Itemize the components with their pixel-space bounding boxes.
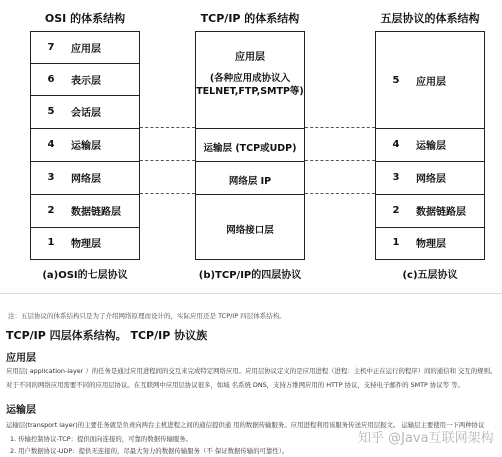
five-layer-name: 网络层: [416, 174, 446, 185]
osi-layer-5: [31, 95, 139, 128]
layer-divider: [196, 194, 304, 195]
connector-osi-tcpip: [140, 193, 195, 194]
layer-divider: [196, 161, 304, 162]
osi-layer-3: [31, 161, 139, 194]
five-layer-number: 3: [392, 172, 400, 183]
five-layer-number: 2: [392, 205, 400, 216]
five-layer-stack: [375, 31, 485, 260]
application-layer-paragraph: 应用层( application-layer ）的任务是通过应用进程间的交互来完成特定网络应用。应用层协议定义的是应用进程（进程：主机中正在运行的程序）间的通信和 交互的规则。: [6, 367, 497, 375]
section-heading: TCP/IP 四层体系结构。 TCP/IP 协议族: [6, 329, 208, 342]
osi-layer-7: [31, 32, 139, 63]
five-layer-name: 应用层: [416, 76, 446, 88]
connector-tcpip-five: [305, 127, 375, 128]
tcpip-network-layer: 网络层 IP: [228, 176, 272, 187]
five-layer-1: [376, 227, 484, 258]
divider: [0, 293, 502, 294]
five-layer-caption: (c)五层协议: [402, 270, 458, 281]
five-layer-number: 5: [392, 74, 400, 86]
tcpip-title: TCP/IP 的体系结构: [200, 12, 300, 25]
osi-layer-name: 网络层: [71, 174, 101, 185]
osi-layer-2: [31, 194, 139, 227]
osi-layer-name: 会话层: [71, 108, 101, 119]
osi-caption: (a)OSI的七层协议: [42, 270, 128, 281]
transport-list-item: 1. 传输控制协议-TCP：提供面向连接的，可靠的数据传输服务。: [10, 435, 193, 443]
five-layer-2: [376, 194, 484, 227]
osi-stack: [30, 31, 140, 260]
five-layer-5: [376, 32, 484, 128]
tcpip-application-detail-2: TELNET,FTP,SMTP等): [196, 86, 304, 97]
watermark: 知乎 @Java互联网架构: [358, 431, 494, 446]
five-layer-title: 五层协议的体系结构: [380, 12, 480, 25]
connector-tcpip-five: [305, 160, 375, 161]
osi-title: OSI 的体系结构: [44, 12, 126, 25]
transport-layer-heading: 运输层: [6, 405, 36, 416]
osi-layer-name: 应用层: [71, 44, 101, 55]
transport-list-item: 2. 用户数据协议-UDP：提供无连接的，尽最大努力的数据传输服务（不 保证数据传输的可靠性）。: [10, 447, 289, 455]
tcpip-application-layer: 应用层: [235, 52, 265, 63]
layer-divider: [196, 128, 304, 129]
tcpip-application-detail-1: (各种应用成协议入: [209, 73, 291, 84]
connector-osi-tcpip: [140, 160, 195, 161]
tcpip-link-layer: 网络接口层: [226, 225, 274, 236]
osi-layer-number: 1: [47, 237, 55, 248]
osi-layer-4: [31, 128, 139, 161]
osi-layer-number: 3: [47, 172, 55, 183]
osi-layer-1: [31, 227, 139, 258]
osi-layer-number: 5: [47, 106, 55, 117]
five-layer-name: 数据链路层: [416, 207, 466, 218]
transport-layer-paragraph: 运输层(transport layer)的主要任务就是负责向两台主机进程之间的通信提供通 用的数据传输服务。应用进程利用该服务传送应用层报文。 运输层主要使用一下两种协议: [6, 421, 485, 429]
application-layer-paragraph: 对于不同的网络应用需要不同的应用层协议。在互联网中应用层协议很多，如域 名系统 DNS，支持万维网应用的 HTTP 协议，支持电子邮件的 SMTP 协议等 等。: [6, 381, 464, 389]
osi-layer-number: 6: [47, 73, 55, 85]
connector-osi-tcpip: [140, 127, 195, 128]
tcpip-transport-layer: 运输层 (TCP或UDP): [203, 143, 297, 154]
five-layer-3: [376, 161, 484, 194]
five-layer-name: 物理层: [416, 239, 446, 250]
note-text: 注：五层协议的体系结构只是为了介绍网络原理而设计的，实际应用还是 TCP/IP 四层体系结构。: [8, 312, 286, 320]
osi-layer-name: 物理层: [71, 239, 101, 250]
osi-layer-6: [31, 63, 139, 95]
osi-layer-name: 数据链路层: [71, 207, 121, 218]
five-layer-name: 运输层: [416, 141, 446, 152]
five-layer-number: 1: [392, 237, 400, 248]
five-layer-4: [376, 128, 484, 161]
osi-layer-name: 运输层: [71, 141, 101, 152]
tcpip-caption: (b)TCP/IP的四层协议: [198, 270, 302, 281]
connector-tcpip-five: [305, 193, 375, 194]
application-layer-heading: 应用层: [6, 353, 36, 364]
tcpip-stack: [195, 31, 305, 260]
osi-layer-number: 7: [47, 42, 55, 53]
five-layer-number: 4: [392, 139, 400, 150]
osi-layer-number: 2: [47, 205, 55, 216]
osi-layer-number: 4: [47, 139, 55, 150]
osi-layer-name: 表示层: [71, 75, 101, 87]
